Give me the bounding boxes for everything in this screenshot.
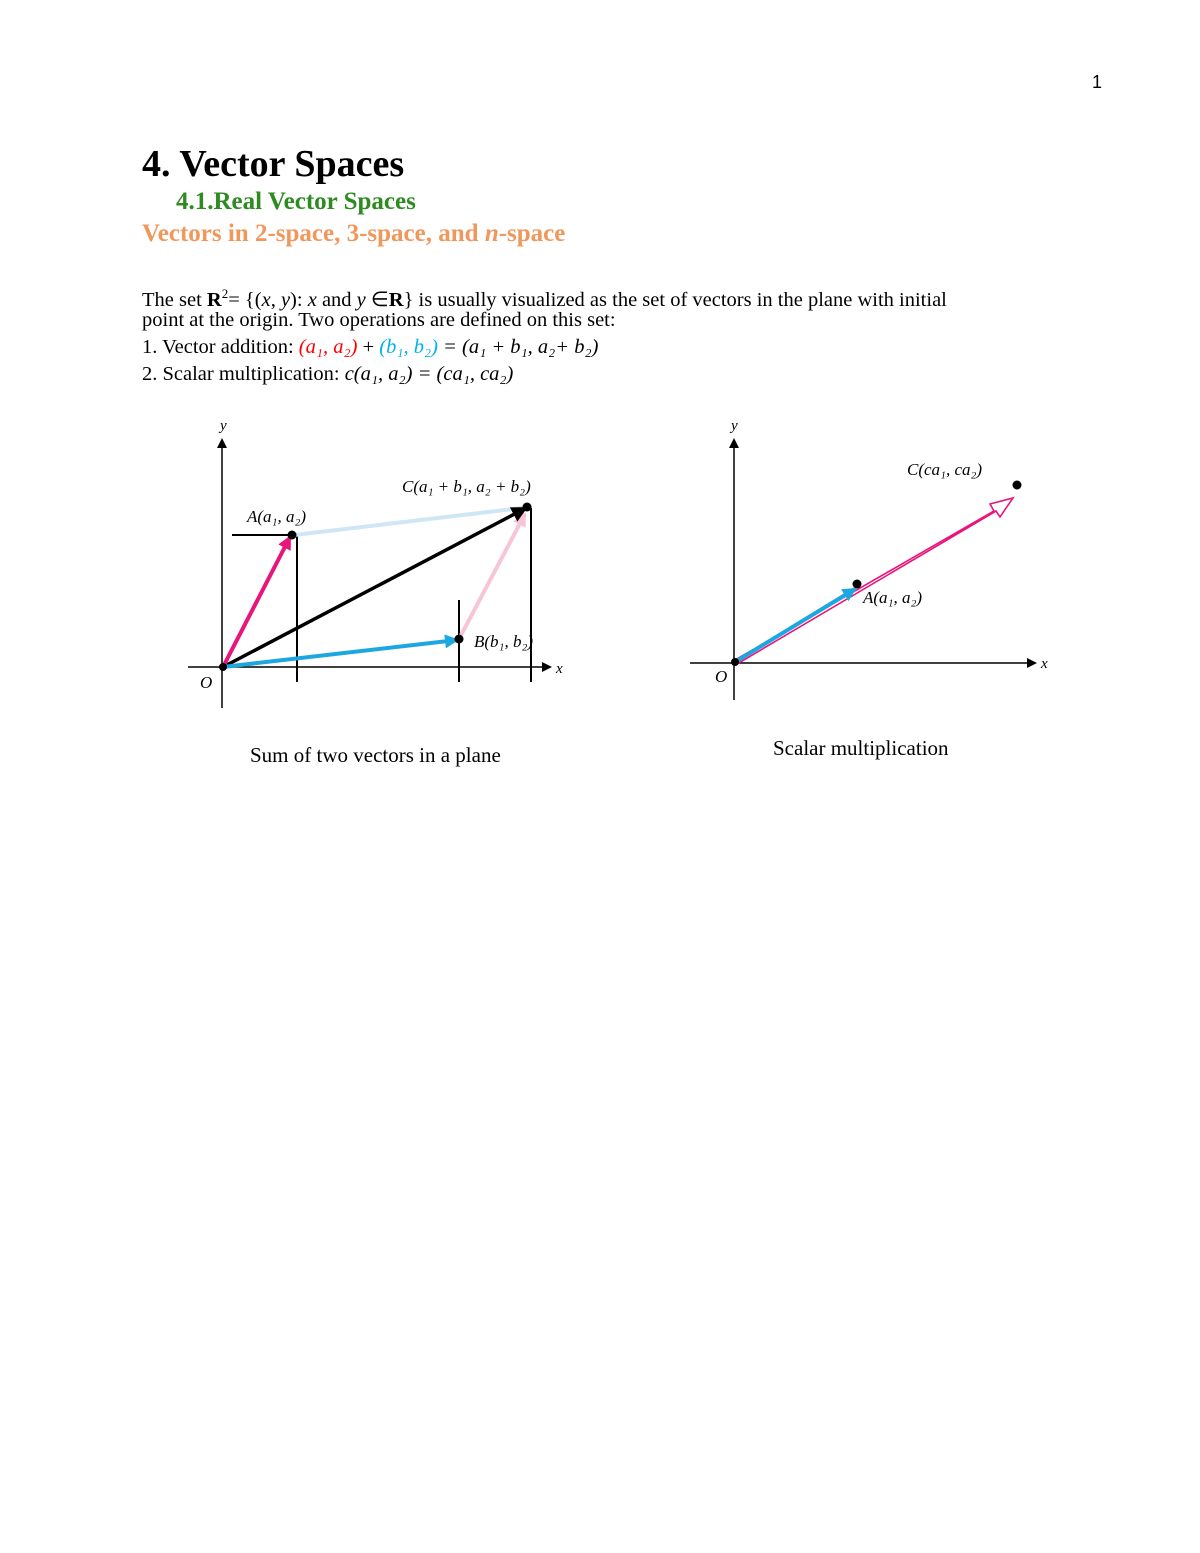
sum-result: = (a₁ + b₁, a₂+ b₂) xyxy=(437,336,599,358)
var-y: y xyxy=(356,288,366,311)
page-number: 1 xyxy=(1092,72,1103,92)
set-r: R xyxy=(206,288,222,311)
scalar-multiplication-item xyxy=(142,361,1082,388)
origin-point xyxy=(219,663,227,671)
var-x: x xyxy=(307,288,317,311)
vector-a-arrow xyxy=(735,589,855,662)
scalar-formula: c(a₁, a₂) = (ca₁, ca₂) xyxy=(344,363,514,385)
text: = {( xyxy=(228,288,262,311)
point-b xyxy=(455,635,464,644)
point-c-label: C(a₁ + b₁, a₂ + b₂) xyxy=(402,477,531,496)
var-x: x xyxy=(261,288,271,311)
text: ∈ xyxy=(365,288,389,311)
point-c-label: C(ca₁, ca₂) xyxy=(907,460,983,479)
parallel-edge-blue xyxy=(294,508,522,535)
x-axis-label: x xyxy=(556,661,563,677)
parallel-edge-pink xyxy=(459,514,525,639)
vector-addition-item xyxy=(142,334,1082,361)
origin-label: O xyxy=(715,667,728,686)
chapter-heading: 4. Vector Spaces xyxy=(142,143,405,185)
y-axis-label: y xyxy=(731,418,738,434)
superscript: 2 xyxy=(221,286,229,301)
origin-point xyxy=(731,658,739,666)
origin-label: O xyxy=(200,673,213,692)
point-c xyxy=(523,503,532,512)
scalar-multiplication-figure xyxy=(685,410,1065,710)
point-a-label: A(a₁, a₂) xyxy=(863,588,923,607)
subsection-heading-suffix: -space xyxy=(498,220,566,247)
text: ): xyxy=(290,288,308,311)
figure2-caption: Scalar multiplication xyxy=(773,736,949,760)
point-b-label: B(b₁, b₂) xyxy=(474,632,534,651)
y-axis-label: y xyxy=(220,418,227,434)
text: The set xyxy=(142,288,207,311)
figure1-caption: Sum of two vectors in a plane xyxy=(250,743,501,767)
section-heading: 4.1.Real Vector Spaces xyxy=(176,188,416,215)
point-a xyxy=(288,531,297,540)
item-label: 2. Scalar multiplication: xyxy=(142,363,345,385)
subsection-heading xyxy=(142,220,565,248)
text: and xyxy=(316,288,357,311)
tuple-b: (b₁, b₂) xyxy=(379,336,438,358)
text: , xyxy=(270,288,281,311)
item-label: 1. Vector addition: xyxy=(142,336,299,358)
scaled-vector-arrow xyxy=(735,498,1013,664)
point-a-label: A(a₁, a₂) xyxy=(247,507,307,526)
tuple-a: (a₁, a₂) xyxy=(298,336,358,358)
intro-line-2: point at the origin. Two operations are defined on this set: xyxy=(142,309,616,331)
set-r: R xyxy=(388,288,404,311)
vector-b-arrow xyxy=(223,640,457,667)
point-a xyxy=(853,580,862,589)
text: } is usually visualized as the set of vectors in the plane with initial xyxy=(403,288,947,311)
point-c xyxy=(1013,481,1022,490)
subsection-heading-n: n xyxy=(484,220,499,247)
var-y: y xyxy=(280,288,291,311)
plus: + xyxy=(357,336,380,358)
x-axis-label: x xyxy=(1041,656,1048,672)
subsection-heading-prefix: Vectors in 2-space, 3-space, and xyxy=(142,220,485,247)
vector-sum-figure xyxy=(180,410,600,720)
